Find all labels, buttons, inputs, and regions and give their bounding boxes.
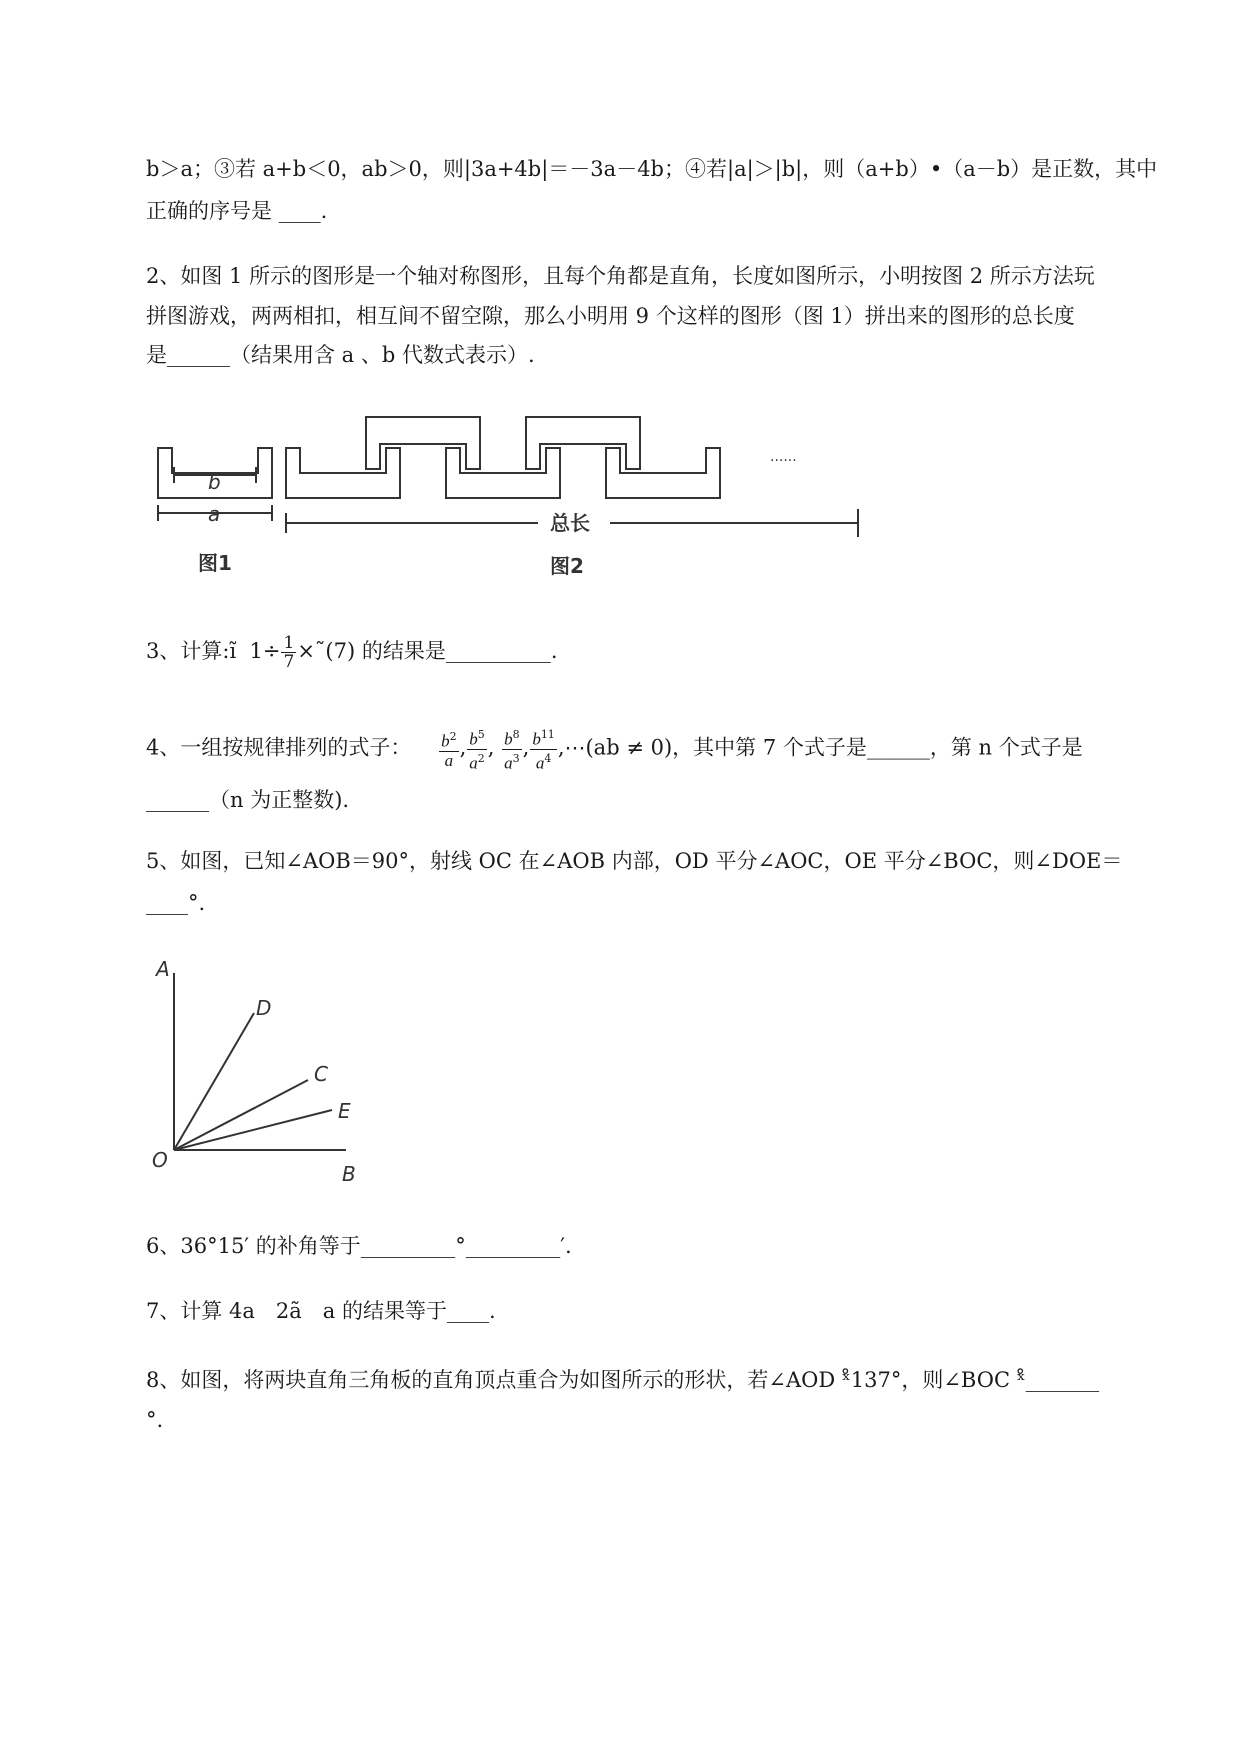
q5-line2: ____°.	[146, 891, 206, 915]
q4-term-2: $\frac{b^5}{a^2}$	[469, 728, 485, 773]
q5-line1: 5、如图，已知∠AOB＝90°，射线 OC 在∠AOB 内部，OD 平分∠AOC，OE 平分∠BOC，则∠DOE＝	[146, 849, 1123, 873]
q2-line1: 2、如图 1 所示的图形是一个轴对称图形，且每个角都是直角，长度如图所示，小明按图 2 所示方法玩	[146, 264, 1095, 288]
q6-line: 6、36°15′ 的补角等于_________°_________′.	[146, 1234, 572, 1258]
q1-line1: b＞a；③若 a+b＜0，ab＞0，则|3a+4b|＝－3a－4b；④若|a|＞|b|，则（a+b）•（a－b）是正数，其中	[146, 157, 1158, 181]
q3-expr-b: ×	[297, 639, 315, 663]
q4-suffix: ，其中第 7 个式子是______，第 n 个式子是	[672, 735, 1083, 760]
q3-line	[146, 634, 558, 671]
q2-line3: 是______（结果用含 a 、b 代数式表示）.	[146, 343, 535, 367]
fig2-cup-3	[606, 448, 720, 498]
q3-garble-2: ˜(	[314, 639, 334, 663]
q5-figure	[146, 955, 386, 1185]
label-O: O	[152, 1148, 168, 1172]
fig1-a-label: a	[208, 502, 221, 526]
fig2-caption: 图2	[550, 554, 584, 578]
q4-line2: ______（n 为正整数).	[146, 788, 350, 812]
label-A: A	[156, 957, 170, 981]
q3-fraction	[281, 634, 296, 671]
q4-term-3: $\frac{b^8}{a^3}$	[504, 728, 520, 773]
q8-line2: °.	[146, 1408, 164, 1432]
q4-tail: ,⋯(ab ≠ 0)	[557, 735, 673, 760]
fig2-inv-cup-2	[526, 417, 640, 469]
q4-prefix: 4、一组按规律排列的式子：	[146, 735, 412, 760]
q3-garble-1: ĩ	[229, 639, 237, 663]
label-E: E	[338, 1099, 351, 1123]
fig2-total-label: 总长	[550, 511, 590, 535]
q7-line: 7、计算 4a 2ã a 的结果等于____.	[146, 1299, 496, 1323]
fig2-cup-1	[286, 448, 400, 498]
q4-term-1: $\frac{b^2}{a}$	[441, 730, 457, 770]
ray-OE	[174, 1110, 332, 1150]
label-C: C	[314, 1062, 328, 1086]
fig1-caption: 图1	[198, 551, 232, 575]
q4-line1: 4、一组按规律排列的式子： $\frac{b^2}{a}$ , $\frac{b^5}{a^2}$ , $\frac{b^8}{a^3}$ , $\frac{b^{11}}{a^4}$ ,⋯(ab ≠ 0)，其中第 7 个式子是______，第 n 个式子是	[146, 728, 1083, 773]
fig2-dots: ......	[770, 449, 797, 465]
q2-figure	[140, 405, 860, 580]
label-D: D	[256, 996, 272, 1020]
q3-expr-a: 1÷	[249, 639, 281, 663]
q8-line1: 8、如图，将两块直角三角板的直角顶点重合为如图所示的形状，若∠AOD ˣ̊137°，则∠BOC ˣ̊_______	[146, 1368, 1100, 1392]
q1-line2: 正确的序号是 ____.	[146, 199, 328, 223]
q4-term-4: $\frac{b^{11}}{a^4}$	[532, 728, 555, 773]
q3-expr-c: 7) 的结果是__________.	[333, 639, 558, 663]
q2-line2: 拼图游戏，两两相扣，相互间不留空隙，那么小明用 9 个这样的图形（图 1）拼出来的图形的总长度	[146, 304, 1075, 328]
fig1-b-label: b	[208, 470, 221, 494]
label-B: B	[342, 1162, 356, 1185]
q3-frac-den: 7	[283, 652, 295, 672]
q3-prefix: 3、计算:	[146, 639, 230, 663]
q3-frac-num: 1	[283, 633, 295, 653]
fig2-cup-2	[446, 448, 560, 498]
fig2-inv-cup-1	[366, 417, 480, 469]
